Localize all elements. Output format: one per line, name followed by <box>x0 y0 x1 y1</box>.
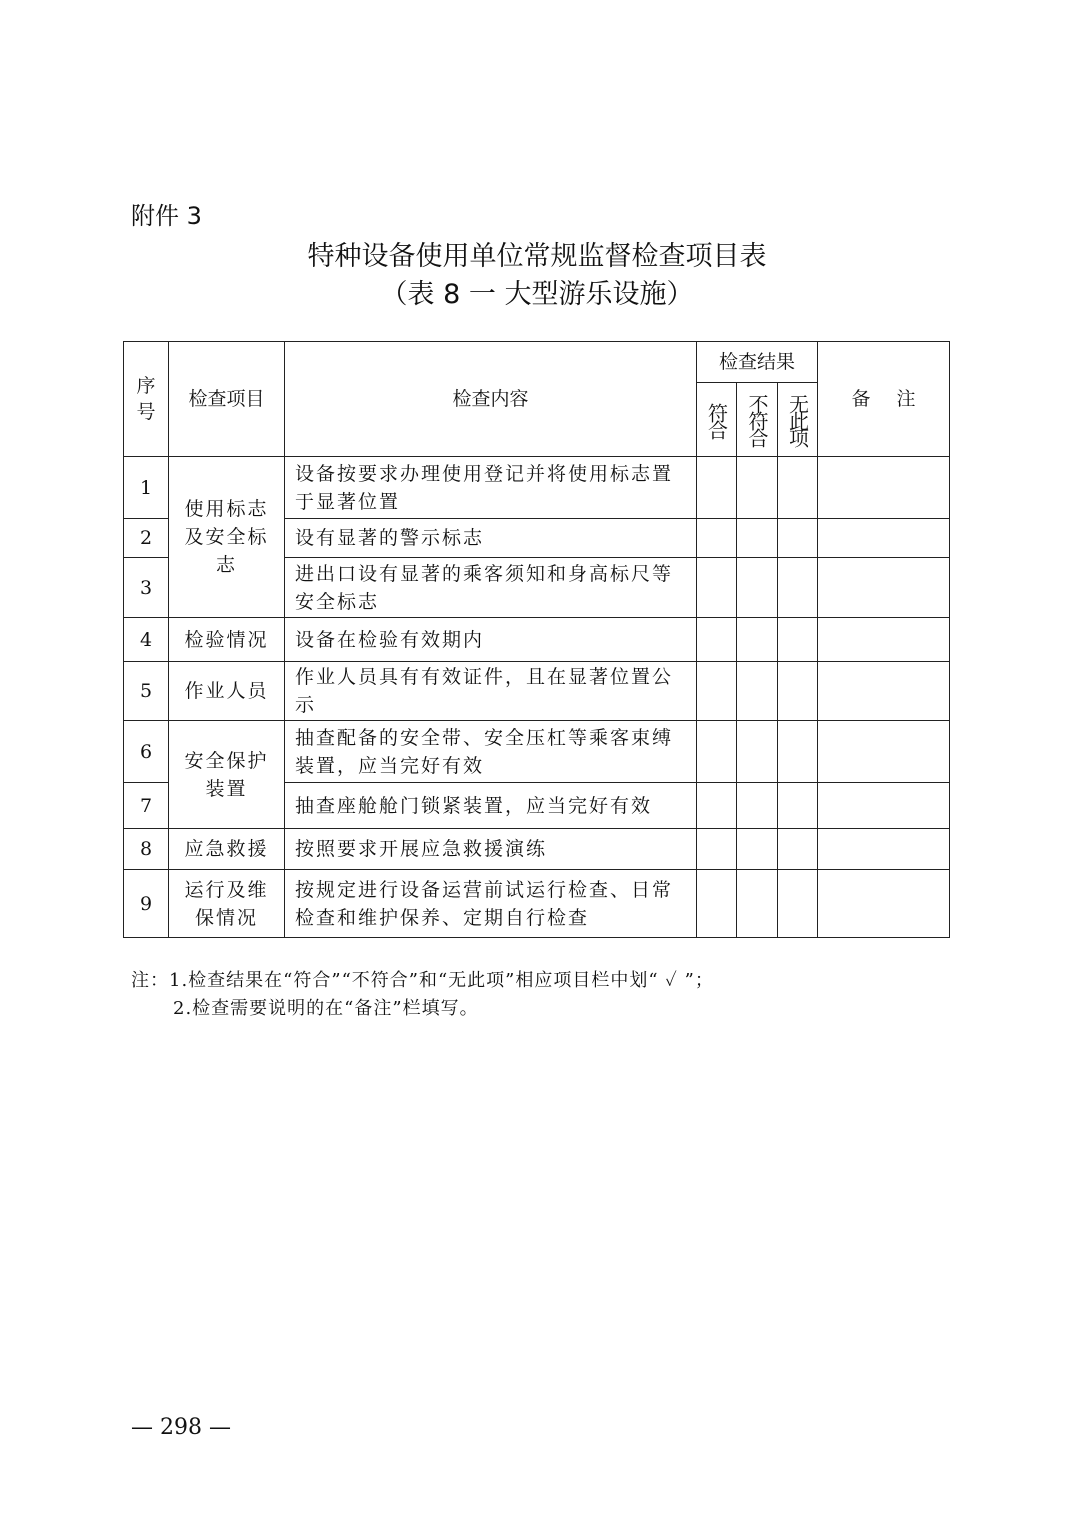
remark-cell[interactable] <box>818 662 950 721</box>
header-seq: 序号 <box>124 342 169 457</box>
document-subtitle: （表 8 一 大型游乐设施） <box>380 279 694 310</box>
table-row <box>124 721 950 783</box>
pass-cell[interactable] <box>697 870 737 938</box>
content-cell: 按规定进行设备运营前试运行检查、日常检查和维护保养、定期自行检查 <box>285 870 697 938</box>
remark-cell[interactable] <box>818 519 950 558</box>
header-na: 无此项 <box>778 383 818 457</box>
fail-cell[interactable] <box>737 519 778 558</box>
pass-cell[interactable] <box>697 618 737 662</box>
pass-cell[interactable] <box>697 519 737 558</box>
header-pass: 符合 <box>697 383 737 457</box>
attachment-label: 附件 3 <box>131 202 202 230</box>
content-cell: 抽查座舱舱门锁紧装置，应当完好有效 <box>285 783 697 829</box>
na-cell[interactable] <box>778 870 818 938</box>
table-row <box>124 829 950 870</box>
pass-cell[interactable] <box>697 829 737 870</box>
content-cell: 设备在检验有效期内 <box>285 618 697 662</box>
table-row <box>124 618 950 662</box>
content-cell: 设有显著的警示标志 <box>285 519 697 558</box>
na-cell[interactable] <box>778 457 818 519</box>
pass-cell[interactable] <box>697 662 737 721</box>
row-number: 1 <box>124 457 169 519</box>
header-content: 检查内容 <box>285 342 697 457</box>
content-cell: 设备按要求办理使用登记并将使用标志置于显著位置 <box>285 457 697 519</box>
na-cell[interactable] <box>778 519 818 558</box>
row-number: 5 <box>124 662 169 721</box>
item-cell: 使用标志及安全标志 <box>169 457 285 618</box>
content-cell: 进出口设有显著的乘客须知和身高标尺等安全标志 <box>285 558 697 618</box>
header-result: 检查结果 <box>697 342 818 383</box>
remark-cell[interactable] <box>818 558 950 618</box>
header-fail: 不符合 <box>737 383 778 457</box>
fail-cell[interactable] <box>737 662 778 721</box>
remark-cell[interactable] <box>818 618 950 662</box>
na-cell[interactable] <box>778 829 818 870</box>
remark-cell[interactable] <box>818 783 950 829</box>
fail-cell[interactable] <box>737 870 778 938</box>
row-number: 3 <box>124 558 169 618</box>
document-title: 特种设备使用单位常规监督检查项目表 <box>307 241 767 272</box>
table-row <box>124 457 950 519</box>
row-number: 9 <box>124 870 169 938</box>
pass-cell[interactable] <box>697 558 737 618</box>
fail-cell[interactable] <box>737 783 778 829</box>
na-cell[interactable] <box>778 662 818 721</box>
na-cell[interactable] <box>778 558 818 618</box>
table-row <box>124 662 950 721</box>
remark-cell[interactable] <box>818 870 950 938</box>
table-row <box>124 870 950 938</box>
page-number: — 298 — <box>131 1415 231 1440</box>
row-number: 2 <box>124 519 169 558</box>
item-cell: 检验情况 <box>169 618 285 662</box>
content-cell: 作业人员具有有效证件，且在显著位置公示 <box>285 662 697 721</box>
remark-cell[interactable] <box>818 721 950 783</box>
na-cell[interactable] <box>778 783 818 829</box>
item-cell: 运行及维保情况 <box>169 870 285 938</box>
na-cell[interactable] <box>778 721 818 783</box>
item-cell: 安全保护装置 <box>169 721 285 829</box>
na-cell[interactable] <box>778 618 818 662</box>
note-line-2: 2.检查需要说明的在“备注”栏填写。 <box>173 998 479 1019</box>
fail-cell[interactable] <box>737 618 778 662</box>
row-number: 4 <box>124 618 169 662</box>
fail-cell[interactable] <box>737 721 778 783</box>
inspection-table <box>123 341 950 938</box>
note-line-1: 注：1.检查结果在“符合”“不符合”和“无此项”相应项目栏中划“ ✓ ”； <box>131 970 714 991</box>
pass-cell[interactable] <box>697 457 737 519</box>
content-cell: 按照要求开展应急救援演练 <box>285 829 697 870</box>
pass-cell[interactable] <box>697 721 737 783</box>
row-number: 6 <box>124 721 169 783</box>
content-cell: 抽查配备的安全带、安全压杠等乘客束缚装置，应当完好有效 <box>285 721 697 783</box>
row-number: 8 <box>124 829 169 870</box>
row-number: 7 <box>124 783 169 829</box>
fail-cell[interactable] <box>737 558 778 618</box>
fail-cell[interactable] <box>737 457 778 519</box>
pass-cell[interactable] <box>697 783 737 829</box>
header-item: 检查项目 <box>169 342 285 457</box>
remark-cell[interactable] <box>818 829 950 870</box>
header-remark: 备 注 <box>818 342 950 457</box>
remark-cell[interactable] <box>818 457 950 519</box>
item-cell: 作业人员 <box>169 662 285 721</box>
item-cell: 应急救援 <box>169 829 285 870</box>
fail-cell[interactable] <box>737 829 778 870</box>
